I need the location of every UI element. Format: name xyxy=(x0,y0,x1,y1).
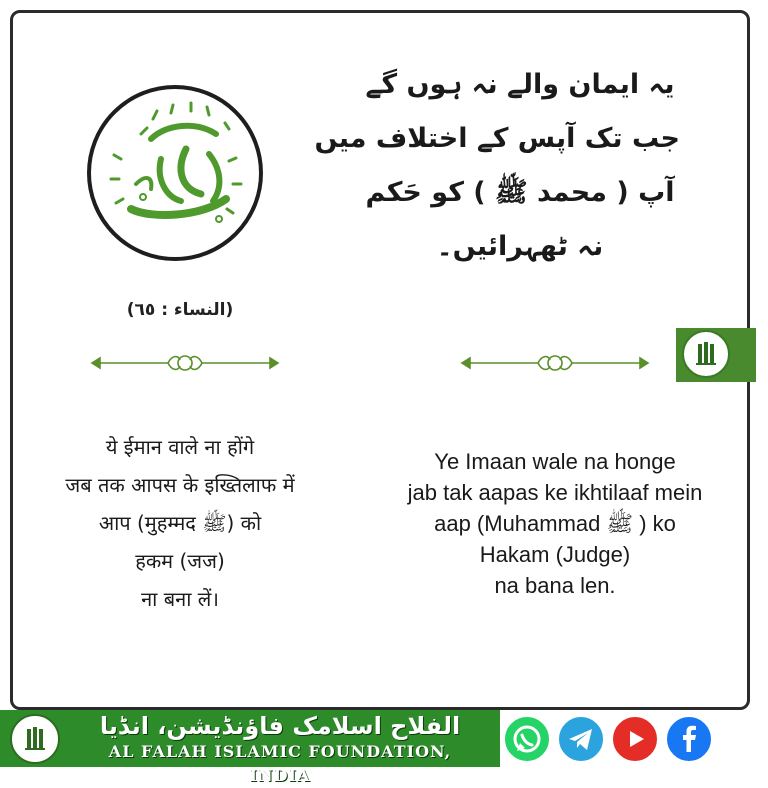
hindi-line: जब तक आपस के इख्तिलाफ में xyxy=(65,473,295,497)
facebook-icon[interactable] xyxy=(664,714,714,764)
foundation-logo-tab xyxy=(676,328,756,382)
roman-line: jab tak aapas ke ikhtilaaf mein xyxy=(407,480,703,505)
youtube-icon[interactable] xyxy=(610,714,660,764)
ornament-divider-right xyxy=(460,352,650,374)
hindi-line: आप (मुहम्मद ﷺ) को xyxy=(98,511,262,535)
roman-line: aap (Muhammad ﷺ ) ko xyxy=(434,511,676,536)
urdu-line: یہ ایمان والے نہ ہوں گے xyxy=(365,69,675,100)
footer-english-name: AL FALAH ISLAMIC FOUNDATION, INDIA xyxy=(108,742,452,785)
roman-line: Hakam (Judge) xyxy=(479,542,631,567)
roman-translation xyxy=(380,446,730,601)
hindi-line: ना बना लें। xyxy=(141,587,219,611)
calligraphy-icon xyxy=(91,89,259,257)
verse-reference: (النساء : ٦٥) xyxy=(126,300,234,320)
footer-logo-icon xyxy=(10,714,60,764)
urdu-line: نہ ٹھہرائیں۔ xyxy=(436,231,604,262)
urdu-line: آپ ( محمد ﷺ ) کو حَکم xyxy=(365,177,675,208)
medallion-text xyxy=(91,89,92,90)
hindi-line: ये ईमान वाले ना होंगे xyxy=(105,435,255,459)
urdu-verse xyxy=(314,58,680,274)
footer-banner xyxy=(0,710,768,785)
telegram-icon[interactable] xyxy=(556,714,606,764)
hindi-line: हकम (जज) xyxy=(135,549,225,573)
hindi-translation xyxy=(20,428,340,618)
whatsapp-icon[interactable] xyxy=(502,714,552,764)
roman-line: na bana len. xyxy=(494,573,616,598)
muhammad-calligraphy-medallion xyxy=(87,85,263,261)
foundation-logo-icon xyxy=(682,330,730,378)
ornament-divider-left xyxy=(90,352,280,374)
footer-urdu-name: الفلاح اسلامک فاؤنڈیشن، انڈیا xyxy=(99,712,461,740)
roman-line: Ye Imaan wale na honge xyxy=(434,449,676,474)
urdu-line: جب تک آپس کے اختلاف میں xyxy=(314,123,680,154)
